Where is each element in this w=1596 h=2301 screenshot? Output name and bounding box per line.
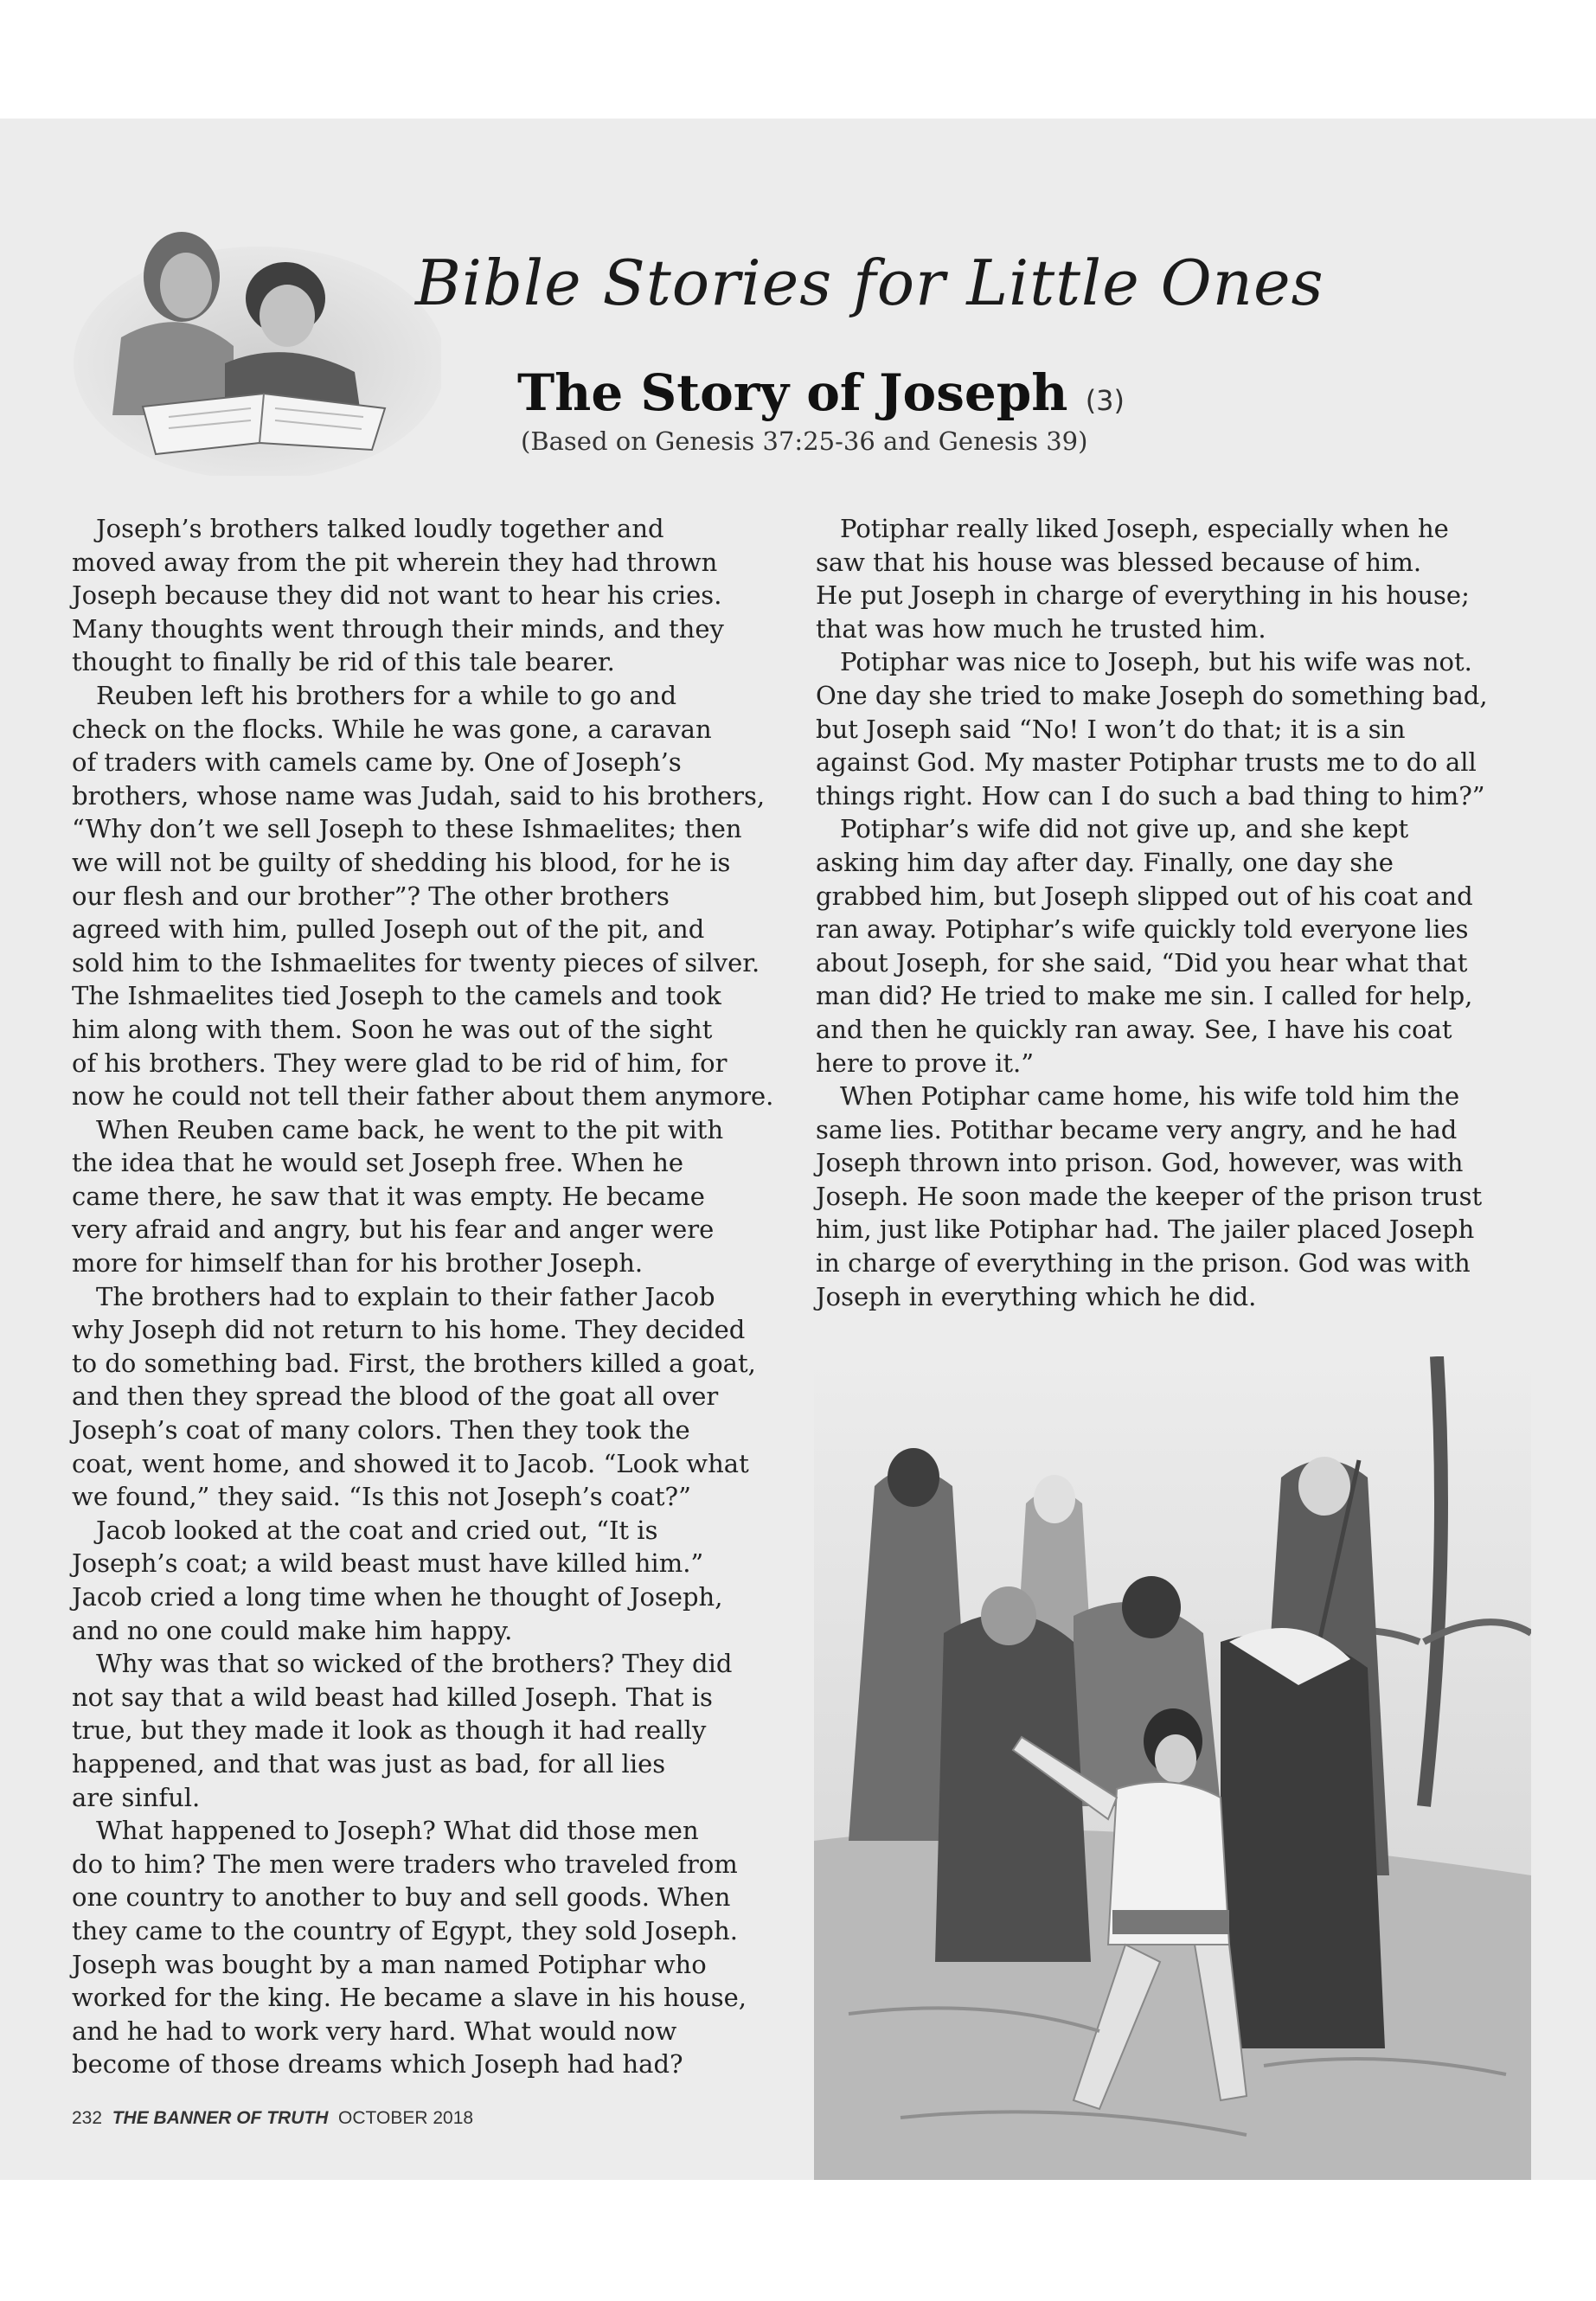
text-line: they came to the country of Egypt, they sold Joseph.	[72, 1915, 738, 1945]
text-line: Joseph. He soon made the keeper of the prison trust	[816, 1181, 1483, 1211]
text-line: now he could not tell their father about them anymore.	[72, 1081, 774, 1112]
text-line: “Why don’t we sell Joseph to these Ishmaelites; then	[72, 814, 742, 844]
text-line: become of those dreams which Joseph had had?	[72, 2049, 683, 2080]
text-line: here to prove it.”	[816, 1048, 1035, 1078]
publication-name: THE BANNER OF TRUTH	[112, 2108, 329, 2128]
text-line: the idea that he would set Joseph free. When he	[72, 1148, 684, 1178]
text-line: we found,” they said. “Is this not Joseph’s coat?”	[72, 1482, 691, 1512]
text-line: of his brothers. They were glad to be rid of him, for	[72, 1048, 727, 1078]
story-title-text: The Story of Joseph	[517, 363, 1068, 422]
text-line: but Joseph said “No! I won’t do that; it is a sin	[816, 714, 1406, 744]
text-line: and then they spread the blood of the goat all over	[72, 1381, 719, 1412]
text-line: When Reuben came back, he went to the pit with	[96, 1114, 724, 1144]
text-line: our flesh and our brother”? The other brothers	[72, 881, 670, 911]
right-column-text	[816, 512, 1534, 1313]
text-line: are sinful.	[72, 1782, 201, 1812]
text-line: Joseph thrown into prison. God, however, was with	[816, 1148, 1464, 1178]
text-line: Jacob cried a long time when he thought of Joseph,	[72, 1582, 723, 1612]
text-line: and he had to work very hard. What would now	[72, 2016, 677, 2046]
text-line: Potiphar’s wife did not give up, and she kept	[840, 814, 1409, 844]
text-line: One day she tried to make Joseph do something bad,	[816, 680, 1488, 710]
text-line: worked for the king. He became a slave in his house,	[72, 1983, 747, 2013]
text-line: Reuben left his brothers for a while to go and	[96, 680, 677, 710]
text-line: him along with them. Soon he was out of the sight	[72, 1014, 713, 1044]
text-line: ran away. Potiphar’s wife quickly told everyone lies	[816, 914, 1469, 945]
text-line: and no one could make him happy.	[72, 1615, 513, 1645]
text-line: we will not be guilty of shedding his blood, for he is	[72, 847, 731, 877]
text-line: true, but they made it look as though it had really	[72, 1715, 707, 1746]
text-line: Joseph in everything which he did.	[816, 1281, 1257, 1311]
joseph-sold-illustration	[814, 1356, 1531, 2180]
text-line: man did? He tried to make me sin. I called for help,	[816, 981, 1473, 1011]
text-line: to do something bad. First, the brothers killed a goat,	[72, 1348, 756, 1378]
text-line: one country to another to buy and sell goods. When	[72, 1882, 731, 1913]
children-reading-photo	[61, 216, 441, 476]
text-line: that was how much he trusted him.	[816, 613, 1266, 644]
text-line: agreed with him, pulled Joseph out of the pit, and	[72, 914, 705, 945]
text-line: brothers, whose name was Judah, said to his brothers,	[72, 780, 766, 811]
text-line: against God. My master Potiphar trusts me to do all	[816, 747, 1477, 778]
text-line: check on the flocks. While he was gone, a caravan	[72, 714, 712, 744]
text-line: same lies. Potithar became very angry, and he had	[816, 1114, 1458, 1144]
text-line: and then he quickly ran away. See, I have his coat	[816, 1014, 1452, 1044]
text-line: What happened to Joseph? What did those men	[96, 1816, 699, 1846]
text-line: Joseph’s coat of many colors. Then they took the	[72, 1415, 690, 1445]
text-line: Joseph’s brothers talked loudly together and	[96, 514, 664, 543]
text-line: Potiphar really liked Joseph, especially when he	[840, 514, 1449, 543]
page-footer	[72, 2108, 473, 2129]
page-number: 232	[72, 2108, 103, 2128]
text-line: thought to finally be rid of this tale bearer.	[72, 647, 615, 677]
text-line: asking him day after day. Finally, one day she	[816, 847, 1394, 877]
text-line: not say that a wild beast had killed Joseph. That is	[72, 1682, 713, 1712]
text-line: things right. How can I do such a bad thing to him?”	[816, 780, 1485, 811]
text-line: When Potiphar came home, his wife told him the	[840, 1081, 1460, 1112]
text-line: Many thoughts went through their minds, and they	[72, 613, 724, 644]
story-title	[517, 363, 1125, 422]
series-title: Bible Stories for Little Ones	[415, 247, 1324, 319]
text-line: Jacob looked at the coat and cried out, “It is	[96, 1515, 658, 1545]
text-line: He put Joseph in charge of everything in his house;	[816, 580, 1470, 611]
issue-date: OCTOBER 2018	[338, 2108, 474, 2128]
text-line: about Joseph, for she said, “Did you hear what that	[816, 947, 1468, 977]
text-line: moved away from the pit wherein they had thrown	[72, 547, 718, 577]
text-line: coat, went home, and showed it to Jacob. “Look what	[72, 1448, 749, 1478]
text-line: The brothers had to explain to their father Jacob	[96, 1281, 715, 1311]
text-line: came there, he saw that it was empty. He became	[72, 1181, 705, 1211]
text-line: happened, and that was just as bad, for all lies	[72, 1748, 666, 1779]
text-line: Why was that so wicked of the brothers? They did	[96, 1649, 733, 1679]
left-column-text	[72, 512, 790, 2081]
text-line: very afraid and angry, but his fear and anger were	[72, 1215, 715, 1245]
text-line: Potiphar was nice to Joseph, but his wife was not.	[840, 647, 1472, 677]
story-part-number: (3)	[1085, 384, 1125, 417]
text-line: in charge of everything in the prison. God was with	[816, 1248, 1471, 1279]
story-subtitle: (Based on Genesis 37:25-36 and Genesis 39)	[521, 426, 1088, 456]
text-line: him, just like Potiphar had. The jailer placed Joseph	[816, 1215, 1475, 1245]
text-line: Joseph’s coat; a wild beast must have killed him.”	[72, 1548, 704, 1579]
text-line: Joseph was bought by a man named Potiphar who	[72, 1949, 707, 1979]
text-line: Joseph because they did not want to hear his cries.	[72, 580, 722, 611]
text-line: saw that his house was blessed because of him.	[816, 547, 1422, 577]
text-line: sold him to the Ishmaelites for twenty pieces of silver.	[72, 947, 760, 977]
text-line: more for himself than for his brother Joseph.	[72, 1248, 644, 1279]
text-line: The Ishmaelites tied Joseph to the camels and took	[72, 981, 721, 1011]
text-line: grabbed him, but Joseph slipped out of his coat and	[816, 881, 1473, 911]
text-line: why Joseph did not return to his home. They decided	[72, 1315, 746, 1345]
text-line: of traders with camels came by. One of Joseph’s	[72, 747, 682, 778]
text-line: do to him? The men were traders who traveled from	[72, 1849, 738, 1879]
